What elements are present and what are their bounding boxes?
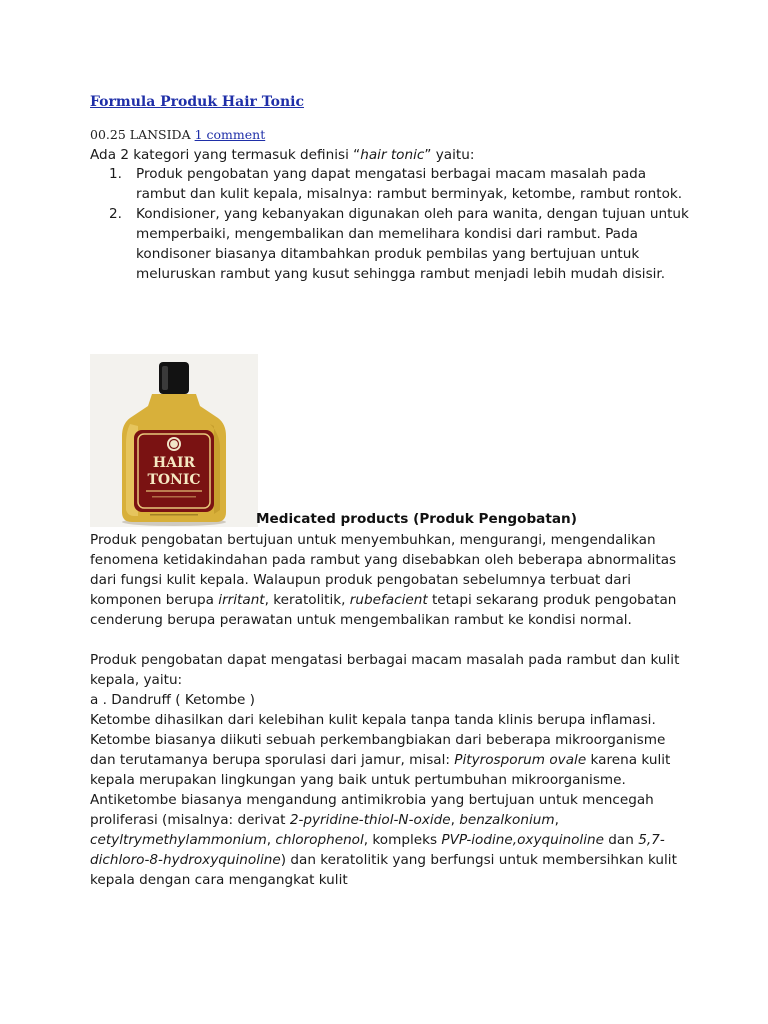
list-item bbox=[91, 164, 691, 204]
label-text-hair: HAIR bbox=[152, 455, 196, 471]
text-run: ) dan keratolitik yang berfungsi untuk membersihkan kulit kepala dengan cara mengangkat kulit bbox=[90, 852, 677, 888]
intro-text-start: Ada 2 kategori yang termasuk definisi “ bbox=[90, 147, 361, 163]
subheading-dandruff: a . Dandruff ( Ketombe ) bbox=[90, 692, 255, 708]
text-run: , bbox=[450, 812, 460, 828]
post-meta bbox=[90, 127, 265, 142]
term-benzalkonium: benzalkonium bbox=[459, 812, 555, 828]
text-run: , bbox=[554, 812, 559, 828]
comments-link[interactable]: 1 comment bbox=[194, 127, 266, 142]
text-run: dan bbox=[603, 832, 639, 848]
term-chlorophenol: chlorophenol bbox=[275, 832, 364, 848]
list-item-text: Kondisioner, yang kebanyakan digunakan oleh para wanita, dengan tujuan untuk memperbaiki, mengembalikan dan memelihara kondisi dari rambut. Pada kondisoner biasanya ditambahkan produk pembilas yang bertujuan untuk meluruskan rambut yang kusut sehingga rambut menjadi lebih mudah disisir. bbox=[136, 206, 689, 282]
term-irritant: irritant bbox=[218, 592, 265, 608]
text-run: tetapi sekarang produk pengobatan cenderung berupa perawatan untuk mengembalikan rambut ke kondisi normal. bbox=[90, 592, 677, 628]
article-body bbox=[90, 530, 690, 890]
post-time: 00.25 bbox=[90, 127, 126, 142]
list-number: 2. bbox=[109, 206, 122, 222]
bottle-illustration bbox=[90, 354, 258, 527]
list-number: 1. bbox=[109, 166, 122, 182]
text-run: Produk pengobatan bertujuan untuk menyembuhkan, mengurangi, mengendalikan fenomena ketidakindahan pada rambut yang disebabkan oleh beberapa abnormalitas dari fungsi kulit kepala. Walaupun produk pengobatan sebelumnya terbuat dari komponen berupa bbox=[90, 532, 677, 608]
definition-list bbox=[91, 164, 691, 284]
paragraph-medicated-products bbox=[90, 530, 690, 630]
term-pityrosporum-ovale: Pityrosporum ovale bbox=[454, 752, 587, 768]
term-pvp-iodine: PVP-iodine,oxyquinoline bbox=[441, 832, 604, 848]
text-run: , bbox=[266, 832, 276, 848]
hair-tonic-bottle-image bbox=[90, 354, 258, 527]
text-run: karena kulit kepala merupakan lingkungan yang baik untuk pertumbuhan mikroorganisme. Antiketombe biasanya mengandung antimikrobia yang bertujuan untuk mencegah proliferasi (misalnya: derivat bbox=[90, 752, 671, 828]
post-author: LANSIDA bbox=[129, 127, 191, 142]
post-title-link[interactable]: Formula Produk Hair Tonic bbox=[90, 94, 304, 110]
text-run: Ketombe dihasilkan dari kelebihan kulit kepala tanpa tanda klinis berupa inflamasi. Ketombe biasanya diikuti sebuah perkembangbiakan dari beberapa mikroorganisme dan terutamanya berupa sporulasi dari jamur, misal: bbox=[90, 712, 666, 768]
term-dichloro-hydroxyquinoline: 5,7-dichloro-8-hydroxyquinoline bbox=[90, 832, 665, 868]
text-run: , keratolitik, bbox=[264, 592, 350, 608]
term-cetyltrymethylammonium: cetyltrymethylammonium bbox=[90, 832, 267, 848]
list-item bbox=[91, 204, 691, 284]
section-heading: Medicated products (Produk Pengobatan) bbox=[256, 511, 577, 527]
paragraph-gap bbox=[90, 630, 690, 650]
term-pyridine-thiol: 2-pyridine-thiol-N-oxide bbox=[289, 812, 451, 828]
intro-text-end: ” yaitu: bbox=[424, 147, 475, 163]
paragraph-problems-intro: Produk pengobatan dapat mengatasi berbagai macam masalah pada rambut dan kulit kepala, yaitu: bbox=[90, 652, 680, 688]
text-run: , kompleks bbox=[363, 832, 442, 848]
intro-term: hair tonic bbox=[360, 147, 425, 163]
intro-text bbox=[90, 145, 690, 165]
term-rubefacient: rubefacient bbox=[349, 592, 428, 608]
list-item-text: Produk pengobatan yang dapat mengatasi berbagai macam masalah pada rambut dan kulit kepala, misalnya: rambut berminyak, ketombe, rambut rontok. bbox=[136, 166, 683, 202]
label-text-tonic: TONIC bbox=[147, 472, 201, 488]
paragraph-dandruff bbox=[90, 710, 690, 890]
